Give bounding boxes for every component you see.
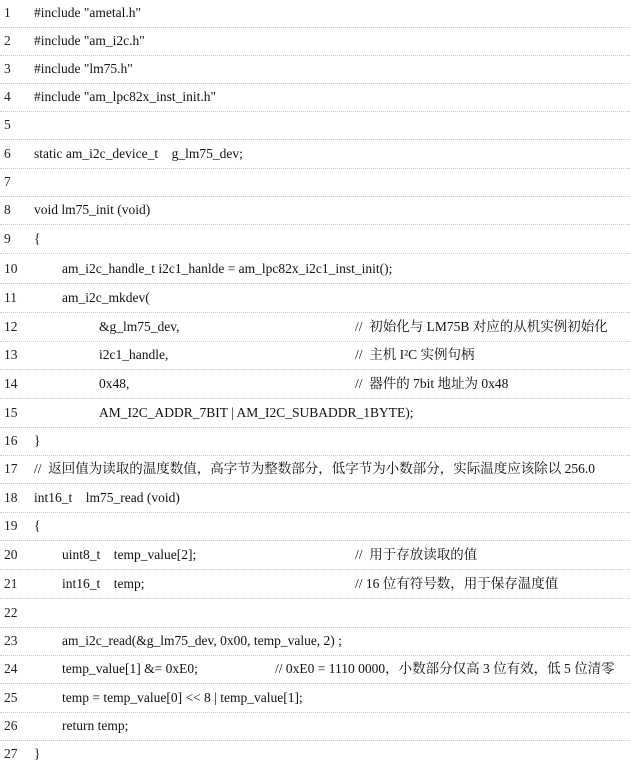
- line-number: 6: [4, 146, 11, 161]
- code-line: [0, 226, 630, 254]
- code-line: [0, 197, 630, 225]
- code-line: [0, 571, 630, 599]
- code-line: [0, 84, 630, 112]
- line-number: 7: [4, 174, 11, 189]
- code-line: [0, 713, 630, 741]
- line-number: 19: [4, 518, 18, 533]
- code-text: i2c1_handle,: [99, 347, 169, 362]
- code-line: [0, 314, 630, 342]
- line-number: 12: [4, 319, 18, 334]
- code-line: [0, 256, 630, 284]
- code-text: #include "am_lpc82x_inst_init.h": [34, 89, 216, 104]
- line-number: 25: [4, 690, 18, 705]
- code-line: [0, 428, 630, 456]
- code-text: void lm75_init (void): [34, 202, 151, 217]
- code-text: uint8_t temp_value[2];: [62, 547, 197, 562]
- code-line: [0, 600, 630, 628]
- code-line: [0, 28, 630, 56]
- code-text: return temp;: [62, 718, 129, 733]
- line-number: 16: [4, 433, 18, 448]
- code-line: [0, 342, 630, 370]
- code-text: AM_I2C_ADDR_7BIT | AM_I2C_SUBADDR_1BYTE);: [99, 405, 414, 420]
- code-text: int16_t temp;: [62, 576, 145, 591]
- line-number: 13: [4, 347, 18, 362]
- line-number: 26: [4, 718, 18, 733]
- line-number: 3: [4, 61, 11, 76]
- line-number: 22: [4, 605, 18, 620]
- line-number: 17: [4, 461, 18, 476]
- line-number: 20: [4, 547, 18, 562]
- code-line: [0, 513, 630, 541]
- line-number: 2: [4, 33, 11, 48]
- line-number: 18: [4, 490, 18, 505]
- code-line: [0, 0, 630, 28]
- code-line: [0, 56, 630, 84]
- code-text: static am_i2c_device_t g_lm75_dev;: [34, 146, 243, 161]
- line-number: 1: [4, 5, 11, 20]
- code-text: 0x48,: [99, 376, 130, 391]
- code-text: #include "lm75.h": [34, 61, 133, 76]
- code-line: [0, 656, 630, 684]
- code-line: [0, 112, 630, 140]
- code-text: }: [34, 746, 41, 761]
- code-comment: // 主机 I²C 实例句柄: [355, 347, 475, 362]
- code-text: temp = temp_value[0] << 8 | temp_value[1];: [62, 690, 303, 705]
- code-text: am_i2c_read(&g_lm75_dev, 0x00, temp_value, 2) ;: [62, 633, 342, 648]
- line-number: 14: [4, 376, 18, 391]
- code-line: [0, 285, 630, 313]
- code-text: temp_value[1] &= 0xE0;: [62, 661, 198, 676]
- code-text: am_i2c_handle_t i2c1_hanlde = am_lpc82x_i2c1_inst_init();: [62, 261, 393, 276]
- code-line: [0, 542, 630, 570]
- code-line: [0, 371, 630, 399]
- code-line: [0, 456, 630, 484]
- line-number: 11: [4, 290, 17, 305]
- line-number: 15: [4, 405, 18, 420]
- line-number: 24: [4, 661, 18, 676]
- line-number: 23: [4, 633, 18, 648]
- code-line: [0, 169, 630, 197]
- code-text: {: [34, 231, 41, 246]
- code-text: }: [34, 433, 41, 448]
- line-number: 5: [4, 117, 11, 132]
- line-number: 10: [4, 261, 18, 276]
- line-number: 8: [4, 202, 11, 217]
- code-comment: // 初始化与 LM75B 对应的从机实例初始化: [355, 319, 608, 334]
- code-text: &g_lm75_dev,: [99, 319, 180, 334]
- line-number: 4: [4, 89, 11, 104]
- line-number: 9: [4, 231, 11, 246]
- line-number: 21: [4, 576, 18, 591]
- code-comment: // 0xE0 = 1110 0000，小数部分仅高 3 位有效，低 5 位清零: [275, 661, 615, 676]
- code-text: // 返回值为读取的温度数值，高字节为整数部分，低字节为小数部分，实际温度应该除以 256.0: [34, 461, 596, 476]
- code-line: [0, 141, 630, 169]
- code-line: [0, 400, 630, 428]
- code-line: [0, 741, 630, 769]
- code-text: {: [34, 518, 41, 533]
- code-text: int16_t lm75_read (void): [34, 490, 180, 505]
- code-line: [0, 628, 630, 656]
- code-comment: // 用于存放读取的值: [355, 547, 478, 562]
- line-number: 27: [4, 746, 18, 761]
- code-comment: // 器件的 7bit 地址为 0x48: [355, 376, 509, 391]
- code-line: [0, 685, 630, 713]
- code-text: #include "am_i2c.h": [34, 33, 145, 48]
- code-text: am_i2c_mkdev(: [62, 290, 150, 305]
- code-line: [0, 485, 630, 513]
- code-text: #include "ametal.h": [34, 5, 141, 20]
- code-comment: // 16 位有符号数，用于保存温度值: [355, 576, 559, 591]
